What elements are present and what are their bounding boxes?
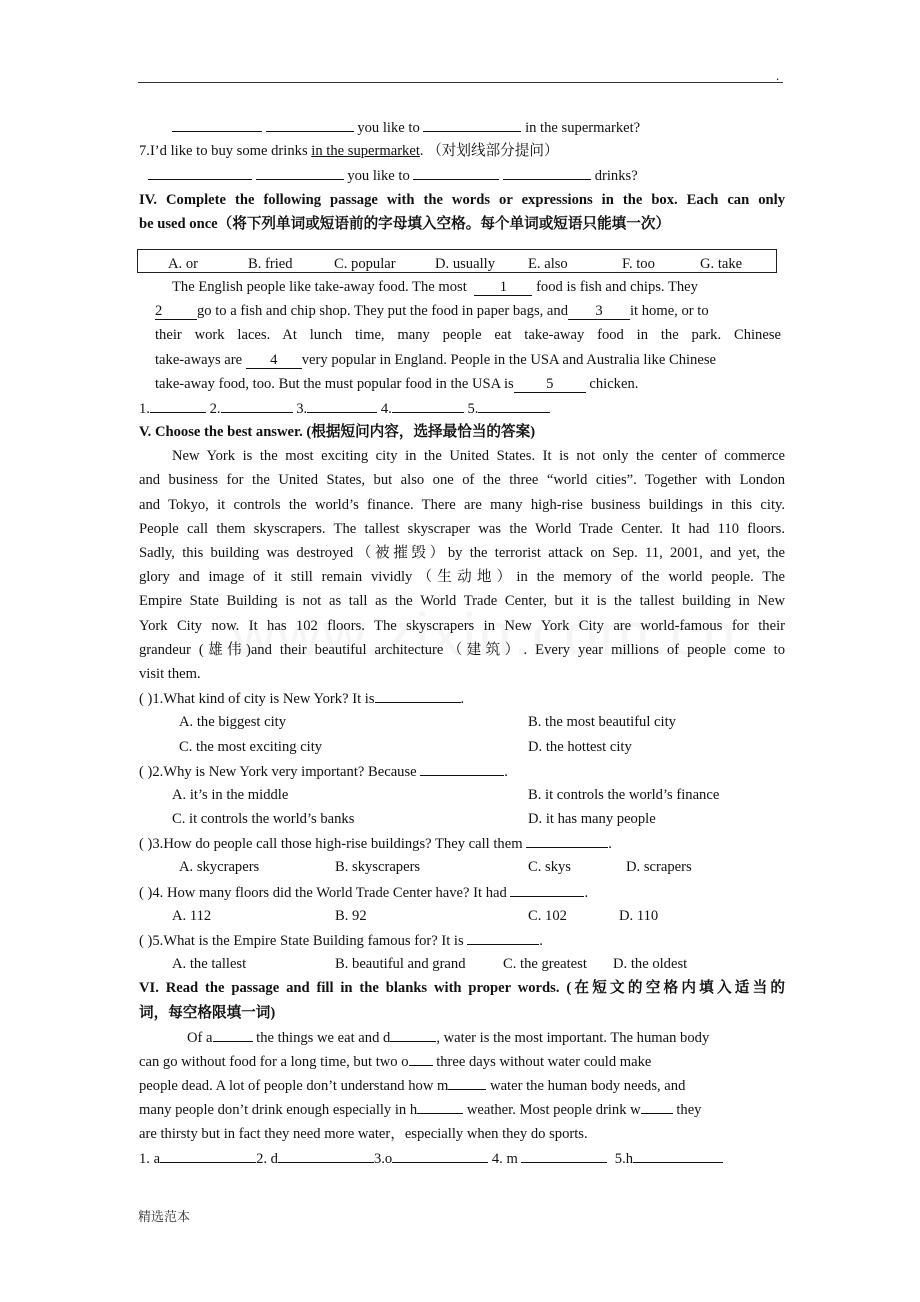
passage-line <box>139 1025 785 1049</box>
passage-line: People call them skyscrapers. The tallest skyscraper was the World Trade Center. It had 110 floors. <box>139 520 785 537</box>
option-row <box>139 855 785 879</box>
answer-label: 4. m <box>491 1150 518 1167</box>
option-row <box>139 904 785 928</box>
option[interactable]: A. the tallest <box>172 956 247 973</box>
header-rule <box>138 82 783 83</box>
section-iv-title: IV. Complete the following passage with the words or expressions in the box. Each can only <box>139 191 785 208</box>
question-end: . <box>504 763 508 780</box>
answer-label: 2. <box>209 400 221 417</box>
answer-label: 3.o <box>373 1150 393 1167</box>
answer-paren[interactable]: ( ) <box>139 691 153 708</box>
blank[interactable] <box>375 686 461 703</box>
answer-paren[interactable]: ( ) <box>139 763 153 780</box>
passage-line <box>139 1097 785 1121</box>
header-dot: . <box>776 68 780 83</box>
answer-label: 4. <box>380 400 392 417</box>
answer-blank[interactable] <box>521 1146 607 1163</box>
answer-label: 1. <box>139 400 150 417</box>
blank[interactable] <box>256 163 344 180</box>
passage-text: water the human body needs, and <box>486 1078 686 1095</box>
passage-line <box>139 299 785 323</box>
option-row <box>139 710 785 734</box>
question-end: . <box>608 836 612 853</box>
answer-line <box>139 396 785 420</box>
numbered-blank[interactable]: 4 <box>246 352 302 369</box>
section-v-title: V. Choose the best answer. (根据短问内容，选择最恰当的答案) <box>139 424 536 441</box>
answer-blank[interactable] <box>478 396 550 413</box>
option[interactable]: B. it controls the world’s finance <box>528 786 720 803</box>
question-text: 3.How do people call those high-rise buildings? They call them <box>152 836 527 853</box>
option[interactable]: D. it has many people <box>528 811 656 828</box>
blank[interactable] <box>213 1025 253 1042</box>
answer-blank[interactable] <box>160 1146 256 1163</box>
blank[interactable] <box>448 1073 486 1090</box>
passage-text: go to a fish and chip shop. They put the food in paper bags, and <box>197 303 568 320</box>
q7-underlined-text: in the supermarket <box>311 143 420 160</box>
word-option: E. also <box>528 255 568 272</box>
numbered-blank[interactable]: 2 <box>155 303 197 320</box>
question-end: . <box>539 933 543 949</box>
word-option: G. take <box>700 255 743 272</box>
blank[interactable] <box>266 115 354 132</box>
passage-line: and Tokyo, it controls the world’s finance. There are many high-rise business buildings in this city. <box>139 496 785 513</box>
passage-line: and business for the United States, but also one of the three “world cities”. Together with London <box>139 472 785 489</box>
passage-text: it home, or to <box>630 303 709 320</box>
answer-blank[interactable] <box>392 1146 488 1163</box>
q7-suffix: . （对划线部分提问） <box>419 143 559 160</box>
option[interactable]: C. it controls the world’s banks <box>172 811 355 828</box>
passage-line <box>139 372 785 396</box>
passage-line <box>139 348 785 372</box>
passage-line: visit them. <box>139 665 201 682</box>
passage-line: York City now. It has 102 floors. The skyscrapers in New York City are world-famous for their <box>139 617 785 634</box>
blank[interactable] <box>467 928 539 945</box>
option[interactable]: D. 110 <box>619 907 659 924</box>
passage-text: they <box>672 1102 702 1119</box>
answer-blank[interactable] <box>633 1146 723 1163</box>
blank[interactable] <box>148 163 252 180</box>
answer-paren[interactable]: ( ) <box>139 836 153 853</box>
worksheet-content <box>139 115 785 1170</box>
option[interactable]: A. skycrapers <box>179 859 260 876</box>
question-stem <box>139 928 785 952</box>
q7-text: you like to <box>347 168 410 185</box>
section-vi-title: VI. Read the passage and fill in the blanks with proper words. (在短文的空格内填入适当的 <box>139 980 785 997</box>
option[interactable]: A. 112 <box>172 907 212 924</box>
answer-blank[interactable] <box>307 396 377 413</box>
passage-text: chicken. <box>585 375 639 392</box>
question-end: . <box>584 884 589 901</box>
q7-text: drinks? <box>594 168 638 185</box>
question-text: 4. How many floors did the World Trade Center have? It had <box>152 884 511 901</box>
passage-text: The English people like take-away food. The most <box>172 278 471 295</box>
passage-line <box>139 1073 785 1097</box>
blank[interactable] <box>641 1097 673 1114</box>
blank[interactable] <box>526 831 608 848</box>
option-row <box>139 807 785 831</box>
option[interactable]: C. the greatest <box>503 956 587 973</box>
word-option: B. fried <box>248 255 293 272</box>
numbered-blank[interactable]: 5 <box>514 376 586 393</box>
option[interactable]: A. it’s in the middle <box>172 786 289 803</box>
option[interactable]: C. 102 <box>528 907 567 924</box>
answer-label: 2. d <box>256 1150 278 1167</box>
passage-line <box>139 275 785 299</box>
passage-text: can go without food for a long time, but two o <box>139 1053 409 1070</box>
option-row <box>139 783 785 807</box>
answer-label: 5. <box>467 400 479 417</box>
q6-line <box>139 115 785 139</box>
q6-text: in the supermarket? <box>525 120 641 136</box>
option[interactable]: A. the biggest city <box>179 714 287 731</box>
passage-line: Empire State Building is not as tall as the World Trade Center, but it is the tallest building in New <box>139 593 785 610</box>
question-stem <box>139 759 785 783</box>
section-iv-title-cont: be used once（将下列单词或短语前的字母填入空格。每个单词或短语只能填一次） <box>139 215 671 232</box>
passage-line: glory and image of it still remain vividly（生动地）in the memory of the world people. The <box>139 569 785 586</box>
question-stem <box>139 686 785 710</box>
q7-prefix: 7.I’d like to buy some drinks <box>139 143 312 160</box>
word-option: C. popular <box>334 255 396 272</box>
question-end: . <box>460 691 465 708</box>
passage-text: very popular in England. People in the USA and Australia like Chinese <box>301 351 716 368</box>
passage-line: New York is the most exciting city in the United States. It is not only the center of commerce <box>172 448 785 465</box>
passage-line: their work laces. At lunch time, many people eat take-away food in the park. Chinese <box>155 327 781 344</box>
passage-text: the things we eat and d <box>252 1029 391 1046</box>
passage-text: weather. Most people drink w <box>463 1102 641 1119</box>
option[interactable]: B. the most beautiful city <box>528 714 676 731</box>
passage-text: , water is the most important. The human body <box>436 1029 710 1046</box>
answer-label: 3. <box>296 400 308 417</box>
option-row <box>139 735 785 759</box>
passage-text: take-aways are <box>155 351 246 368</box>
passage-line <box>139 1049 785 1073</box>
blank[interactable] <box>420 759 504 776</box>
passage-line: Sadly, this building was destroyed（被摧毁）by the terrorist attack on Sep. 11, 2001, and yet, the <box>139 545 785 561</box>
option-row <box>139 952 785 976</box>
q6-text: you like to <box>357 120 420 136</box>
numbered-blank[interactable]: 1 <box>474 279 532 296</box>
blank[interactable] <box>423 115 521 132</box>
q7-line <box>139 139 785 163</box>
blank[interactable] <box>390 1025 436 1042</box>
passage-text: three days without water could make <box>432 1053 652 1070</box>
blank[interactable] <box>172 115 262 132</box>
option[interactable]: C. the most exciting city <box>179 738 323 755</box>
word-box <box>137 249 777 273</box>
answer-blank[interactable] <box>392 396 464 413</box>
blank[interactable] <box>417 1097 463 1114</box>
passage-text: many people don’t drink enough especially in h <box>139 1102 418 1119</box>
blank[interactable] <box>510 880 584 897</box>
question-text: 5.What is the Empire State Building famous for? It is <box>152 933 468 949</box>
q7-answer-line <box>139 163 785 187</box>
passage-text: people dead. A lot of people don’t understand how m <box>139 1078 449 1095</box>
option[interactable]: D. the hottest city <box>528 738 632 755</box>
option[interactable]: D. scrapers <box>626 859 692 876</box>
word-option: A. or <box>168 255 198 272</box>
question-text: 1.What kind of city is New York? It is <box>152 691 375 708</box>
passage-line: are thirsty but in fact they need more water，especially when they do sports. <box>139 1125 588 1142</box>
answer-blank[interactable] <box>150 396 206 413</box>
option[interactable]: B. skyscrapers <box>335 859 421 876</box>
footer-label: 精选范本 <box>138 1210 191 1225</box>
passage-text: food is fish and chips. They <box>532 278 698 295</box>
option[interactable]: B. 92 <box>335 907 367 924</box>
passage-text: Of a <box>187 1029 213 1046</box>
word-option: F. too <box>622 255 655 272</box>
answer-line <box>139 1146 785 1170</box>
section-vi-title-cont: 词，每空格限填一词) <box>139 1004 276 1021</box>
question-text: 2.Why is New York very important? Because <box>152 763 421 780</box>
passage-line: grandeur (雄伟)and their beautiful architecture（建筑）. Every year millions of people come to <box>139 641 785 658</box>
answer-paren[interactable]: ( ) <box>139 884 153 901</box>
blank[interactable] <box>413 163 499 180</box>
numbered-blank[interactable]: 3 <box>568 303 630 320</box>
question-stem <box>139 880 785 904</box>
blank[interactable] <box>503 163 591 180</box>
blank[interactable] <box>409 1049 433 1066</box>
answer-paren[interactable]: ( ) <box>139 933 153 949</box>
answer-label: 5.h <box>614 1150 634 1167</box>
answer-label: 1. a <box>139 1150 161 1167</box>
option[interactable]: D. the oldest <box>613 956 688 973</box>
question-stem <box>139 831 785 855</box>
option[interactable]: C. skys <box>528 859 571 876</box>
answer-blank[interactable] <box>278 1146 374 1163</box>
word-option: D. usually <box>435 255 495 272</box>
answer-blank[interactable] <box>221 396 293 413</box>
passage-text: take-away food, too. But the must popular food in the USA is <box>155 375 514 392</box>
option[interactable]: B. beautiful and grand <box>335 956 466 973</box>
